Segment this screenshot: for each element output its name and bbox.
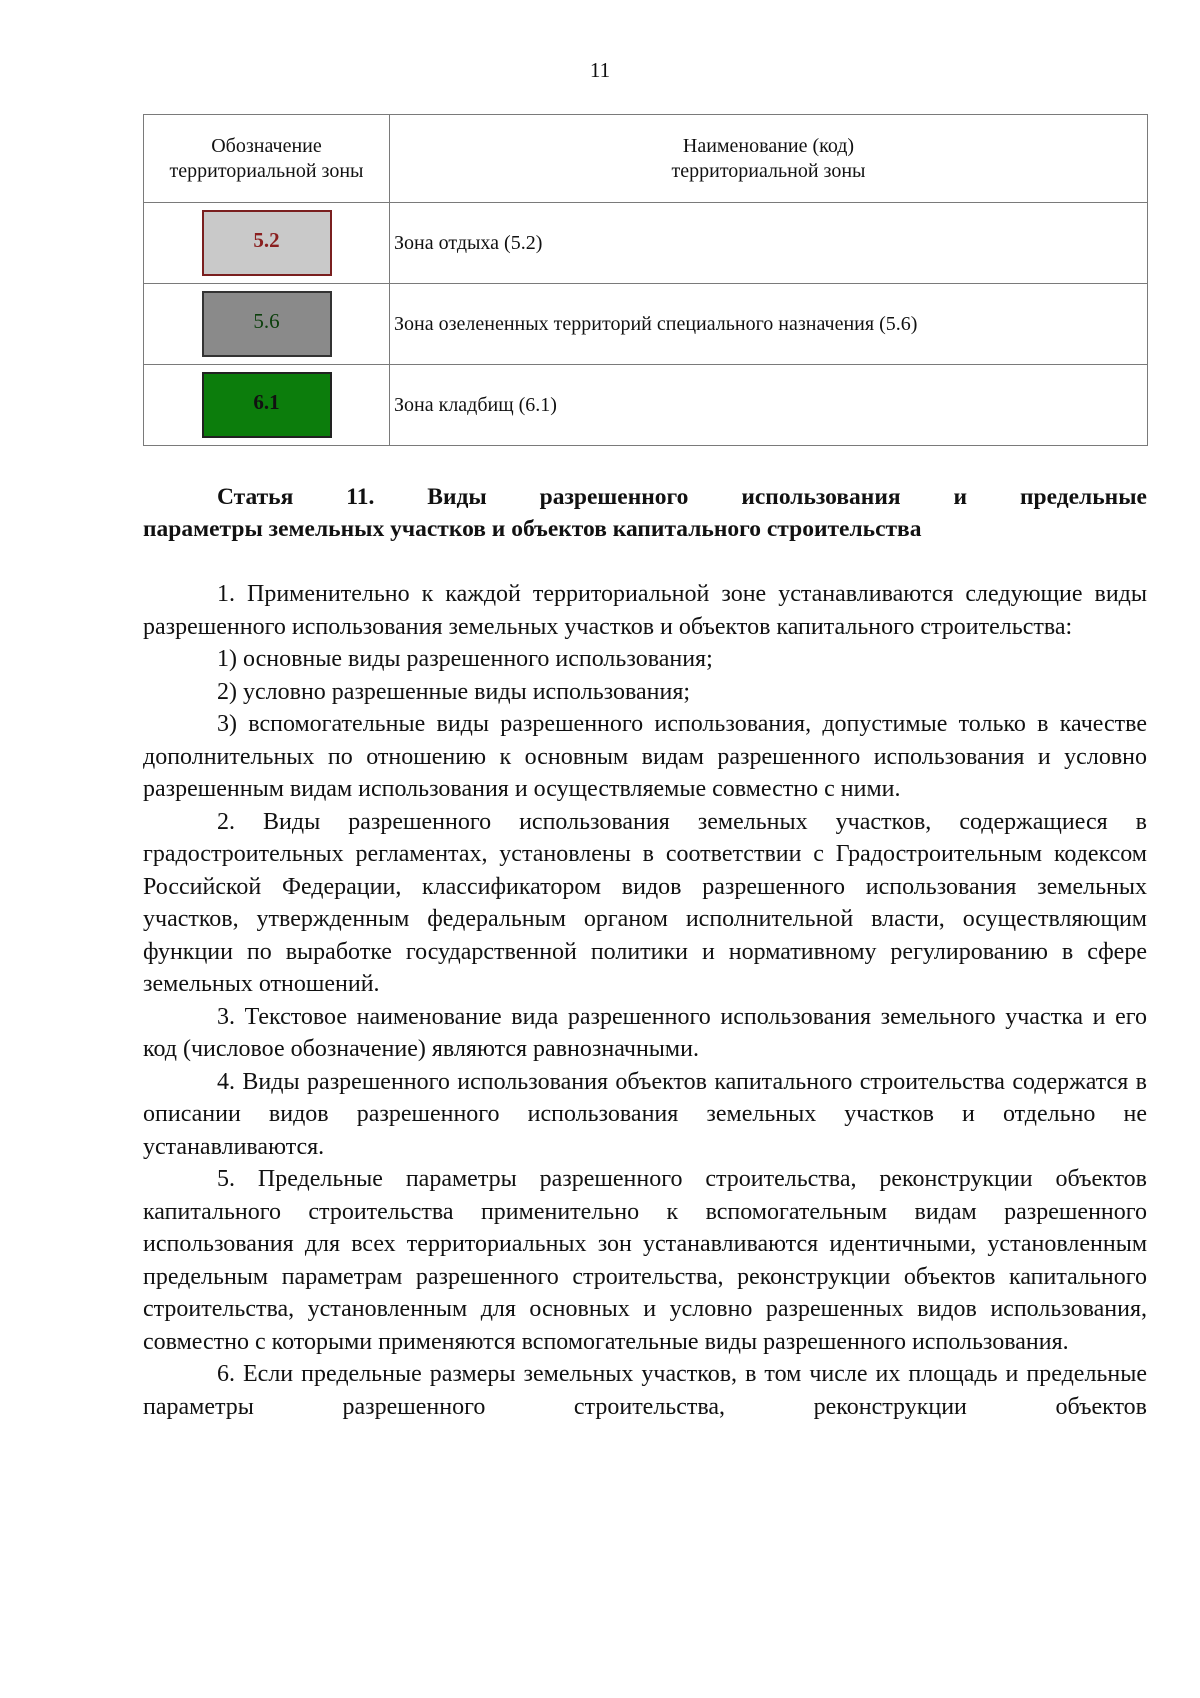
list-item: 3) вспомогательные виды разрешенного использования, допустимые только в качестве дополнительных по отношению к основным видам разрешенного использования и условно разрешенным видам использования и осуществляемые совместно с ними. bbox=[143, 711, 1147, 802]
zone-code: 5.6 bbox=[253, 309, 280, 333]
zone-color-swatch bbox=[202, 291, 332, 357]
paragraph: 2. Виды разрешенного использования земельных участков, содержащиеся в градостроительных регламентах, установлены в соответствии с Градостроительным кодексом Российской Федерации, классификатором видов разрешенного использования земельных участков, утвержденным федеральным органом исполнительной власти, осуществляющим функции по выработке государственной политики и нормативному регулированию в сфере земельных отношений. bbox=[143, 808, 1147, 997]
zone-name: Зона кладбищ (6.1) bbox=[390, 365, 1148, 446]
table-row bbox=[144, 284, 1148, 365]
zone-swatch-cell bbox=[144, 365, 390, 446]
header-designation: Обозначение территориальной зоны bbox=[144, 115, 390, 203]
header-zone-name bbox=[390, 115, 1148, 203]
zones-table bbox=[143, 114, 1148, 446]
table-row bbox=[144, 203, 1148, 284]
zone-name: Зона отдыха (5.2) bbox=[390, 203, 1148, 284]
article-title-line1: Статья 11. Виды разрешенного использования и предельные bbox=[217, 484, 1147, 510]
paragraph: 4. Виды разрешенного использования объектов капитального строительства содержатся в описании видов разрешенного использования земельных участков и отдельно не устанавливаются. bbox=[143, 1068, 1147, 1160]
zone-code: 5.2 bbox=[253, 228, 280, 252]
list-item: 1) основные виды разрешенного использования; bbox=[217, 646, 713, 672]
zone-swatch-cell bbox=[144, 284, 390, 365]
zone-code: 6.1 bbox=[253, 390, 280, 414]
paragraph: 5. Предельные параметры разрешенного строительства, реконструкции объектов капитального строительства применительно к вспомогательным видам разрешенного использования для всех территориальных зон устанавливаются идентичными, установленным предельным параметрам разрешенного строительства, реконструкции объектов капитального строительства, установленным для основных и условно разрешенных видов использования, совместно с которыми применяются вспомогательные виды разрешенного использования. bbox=[143, 1166, 1147, 1355]
article-title-line2: параметры земельных участков и объектов капитального строительства bbox=[143, 516, 922, 542]
header-zone-name-line1: Наименование (код) bbox=[682, 134, 855, 157]
zone-name: Зона озелененных территорий специального назначения (5.6) bbox=[390, 284, 1148, 365]
paragraph: 1. Применительно к каждой территориальной зоне устанавливаются следующие виды разрешенного использования земельных участков и объектов капитального строительства: bbox=[143, 581, 1147, 640]
paragraph: 6. Если предельные размеры земельных участков, в том числе их площадь и предельные параметры разрешенного строительства, реконструкции объектов bbox=[143, 1361, 1147, 1420]
table-header-row bbox=[144, 115, 1148, 203]
zone-color-swatch bbox=[202, 210, 332, 276]
header-zone-name-line2: территориальной зоны bbox=[671, 159, 866, 182]
table-row bbox=[144, 365, 1148, 446]
zone-color-swatch bbox=[202, 372, 332, 438]
article-body bbox=[143, 578, 1147, 1423]
list-item: 2) условно разрешенные виды использования; bbox=[217, 678, 691, 705]
paragraph: 3. Текстовое наименование вида разрешенного использования земельного участка и его код (числовое обозначение) являются равнозначными. bbox=[143, 1003, 1147, 1062]
page-number: 11 bbox=[589, 58, 611, 82]
article-title bbox=[143, 481, 1147, 545]
zone-swatch-cell bbox=[144, 203, 390, 284]
